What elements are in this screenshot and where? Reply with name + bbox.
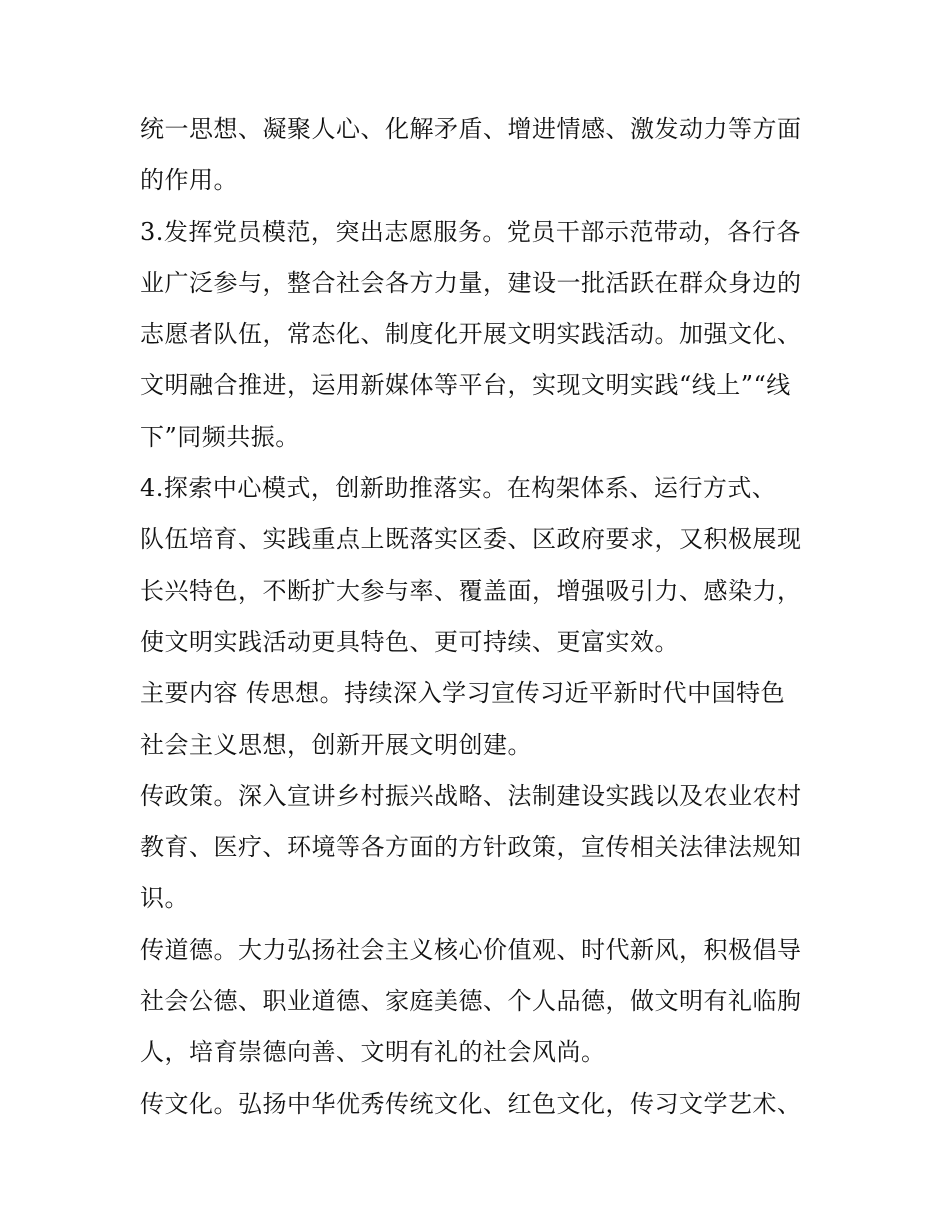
text-line: 长兴特色，不断扩大参与率、覆盖面，增强吸引力、感染力， [140,576,802,605]
text-line: 使文明实践活动更具特色、更可持续、更富实效。 [140,627,679,656]
text-line: 志愿者队伍，常态化、制度化开展文明实践活动。加强文化、 [140,320,802,349]
text-line: 传文化。弘扬中华优秀传统文化、红色文化，传习文学艺术、 [140,1089,802,1118]
text-line: 统一思想、凝聚人心、化解矛盾、增进情感、激发动力等方面 [140,115,802,143]
text-line: 识。 [140,884,189,913]
text-line: 3.发挥党员模范，突出志愿服务。党员干部示范带动，各行各 [140,217,801,246]
text-line: 社会主义思想，创新开展文明创建。 [140,730,532,759]
text-line: 主要内容 传思想。持续深入学习宣传习近平新时代中国特色 [140,679,786,708]
text-line: 传政策。深入宣讲乡村振兴战略、法制建设实践以及农业农村 [140,781,802,810]
text-line: 4.探索中心模式，创新助推落实。在构架体系、运行方式、 [140,474,777,503]
text-line: 教育、医疗、环境等各方面的方针政策，宣传相关法律法规知 [140,833,802,862]
text-line: 社会公德、职业道德、家庭美德、个人品德，做文明有礼临朐 [140,987,802,1016]
text-line: 文明融合推进，运用新媒体等平台，实现文明实践“线上”“线 [140,371,791,400]
text-line: 业广泛参与，整合社会各方力量，建设一批活跃在群众身边的 [140,268,802,297]
text-line: 传道德。大力弘扬社会主义核心价值观、时代新风，积极倡导 [140,935,802,964]
text-line: 人，培育崇德向善、文明有礼的社会风尚。 [140,1038,606,1067]
text-line: 队伍培育、实践重点上既落实区委、区政府要求，又积极展现 [140,525,802,554]
text-line: 的作用。 [140,166,238,195]
document-body [140,104,830,1130]
text-line: 下”同频共振。 [140,422,300,451]
